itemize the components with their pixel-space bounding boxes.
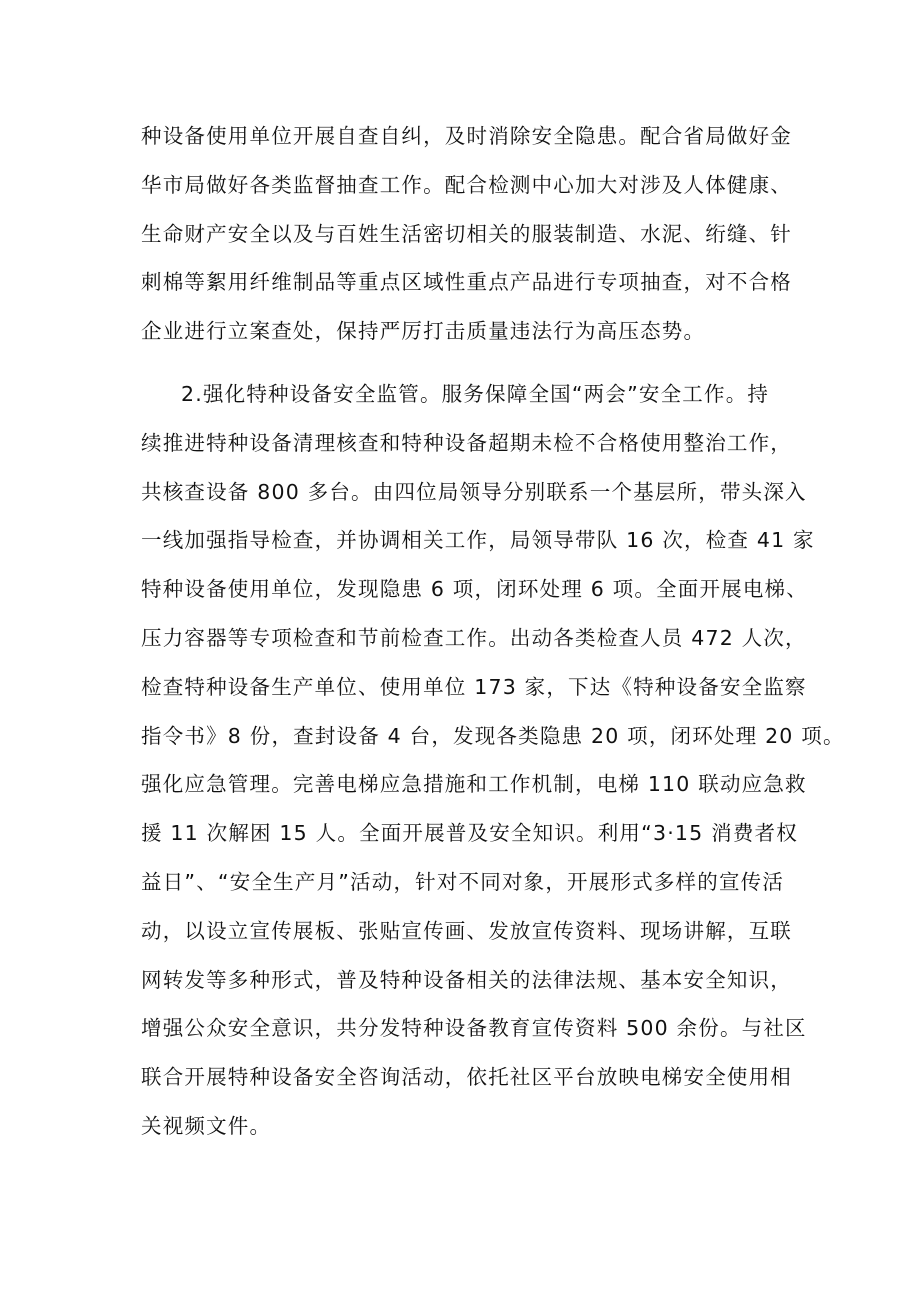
paragraph-1-line-1: 种设备使用单位开展自查自纠，及时消除安全隐患。配合省局做好金 (141, 124, 792, 148)
paragraph-1-line-2: 华市局做好各类监督抽查工作。配合检测中心加大对涉及人体健康、 (141, 172, 792, 197)
paragraph-2-line-3: 共核查设备 800 多台。由四位局领导分别联系一个基层所，带头深入 (141, 479, 807, 504)
paragraph-2-line-11: 益日”、“安全生产月”活动，针对不同对象，开展形式多样的宣传活 (141, 869, 785, 894)
paragraph-2-line-2: 续推进特种设备清理核查和特种设备超期未检不合格使用整治工作， (141, 430, 792, 455)
paragraph-2-line-9: 强化应急管理。完善电梯应急措施和工作机制，电梯 110 联动应急救 (141, 772, 807, 797)
document-body (141, 112, 845, 1151)
paragraph-2-line-7: 检查特种设备生产单位、使用单位 173 家，下达《特种设备安全监察 (141, 674, 807, 699)
paragraph-2-line-5: 特种设备使用单位，发现隐患 6 项，闭环处理 6 项。全面开展电梯、 (141, 577, 808, 602)
paragraph-2-line-15: 联合开展特种设备安全咨询活动，依托社区平台放映电梯安全使用相 (141, 1065, 792, 1090)
paragraph-1-line-3: 生命财产安全以及与百姓生活密切相关的服装制造、水泥、绗缝、针 (141, 221, 792, 246)
paragraph-2-line-14: 增强公众安全意识，共分发特种设备教育宣传资料 500 余份。与社区 (141, 1016, 807, 1041)
paragraph-1 (141, 112, 791, 356)
paragraph-2-line-13: 网转发等多种形式，普及特种设备相关的法律法规、基本安全知识， (141, 967, 792, 992)
paragraph-gap (141, 356, 791, 370)
paragraph-2-line-16: 关视频文件。 (141, 1113, 272, 1138)
paragraph-2-line-10: 援 11 次解困 15 人。全面开展普及安全知识。利用“3·15 消费者权 (141, 821, 798, 846)
paragraph-2-line-8: 指令书》8 份，查封设备 4 台，发现各类隐患 20 项，闭环处理 20 项。 (141, 723, 845, 748)
paragraph-1-line-4: 刺棉等絮用纤维制品等重点区域性重点产品进行专项抽查，对不合格 (141, 270, 792, 295)
paragraph-2-line-6: 压力容器等专项检查和节前检查工作。出动各类检查人员 472 人次， (141, 625, 807, 650)
paragraph-2-line-12: 动，以设立宣传展板、张贴宣传画、发放宣传资料、现场讲解，互联 (141, 918, 792, 943)
paragraph-2-line-1: 2.强化特种设备安全监管。服务保障全国“两会”安全工作。持 (181, 381, 770, 406)
paragraph-1-line-5: 企业进行立案查处，保持严厉打击质量违法行为高压态势。 (141, 319, 706, 344)
paragraph-2 (141, 370, 845, 1151)
paragraph-2-line-4: 一线加强指导检查，并协调相关工作，局领导带队 16 次，检查 41 家 (141, 528, 815, 553)
